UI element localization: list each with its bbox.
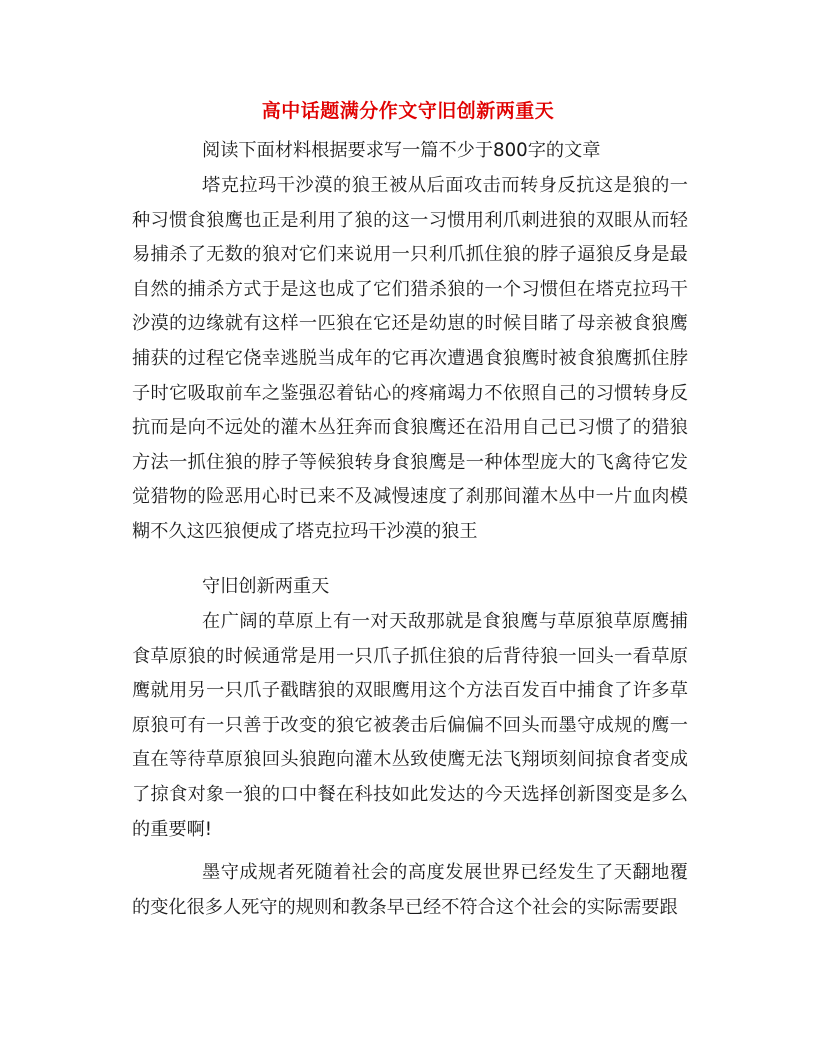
- paragraph-wolf-king: 塔克拉玛干沙漠的狼王被从后面攻击而转身反抗这是狼的一种习惯食狼鹰也正是利用了狼的这一习惯用利爪刺进狼的双眼从而轻易捕杀了无数的狼对它们来说用一只利爪抓住狼的脖子逼狼反身是最自然的捕杀方式于是这也成了它们猎杀狼的一个习惯但在塔克拉玛干沙漠的边缘就有这样一匹狼在它还是幼崽的时候目睹了母亲被食狼鹰捕获的过程它侥幸逃脱当成年的它再次遭遇食狼鹰时被食狼鹰抓住脖子时它吸取前车之鉴强忍着钻心的疼痛竭力不依照自己的习惯转身反抗而是向不远处的灌木丛狂奔而食狼鹰还在沿用自己已习惯了的猎狼方法一抓住狼的脖子等候狼转身食狼鹰是一种体型庞大的飞禽待它发觉猎物的险恶用心时已来不及减慢速度了刹那间灌木丛中一片血肉模糊不久这匹狼便成了塔克拉玛干沙漠的狼王: [132, 175, 688, 542]
- document-title: 高中话题满分作文守旧创新两重天: [261, 100, 555, 122]
- paragraph-grassland: 在广阔的草原上有一对天敌那就是食狼鹰与草原狼草原鹰捕食草原狼的时候通常是用一只爪子抓住狼的后背待狼一回头一看草原鹰就用另一只爪子戳瞎狼的双眼鹰用这个方法百发百中捕食了许多草原狼可有一只善于改变的狼它被袭击后偏偏不回头而墨守成规的鹰一直在等待草原狼回头狼跑向灌木丛致使鹰无法飞翔顷刻间掠食者变成了掠食对象一狼的口中餐在科技如此发达的今天选择创新图变是多么的重要啊!: [132, 611, 688, 840]
- section-subtitle: 守旧创新两重天: [202, 576, 330, 597]
- intro-paragraph: 阅读下面材料根据要求写一篇不少于800字的文章: [202, 140, 601, 161]
- paragraph-conventions: 墨守成规者死随着社会的高度发展世界已经发生了天翻地覆的变化很多人死守的规则和教条早已经不符合这个社会的实际需要跟: [132, 862, 688, 918]
